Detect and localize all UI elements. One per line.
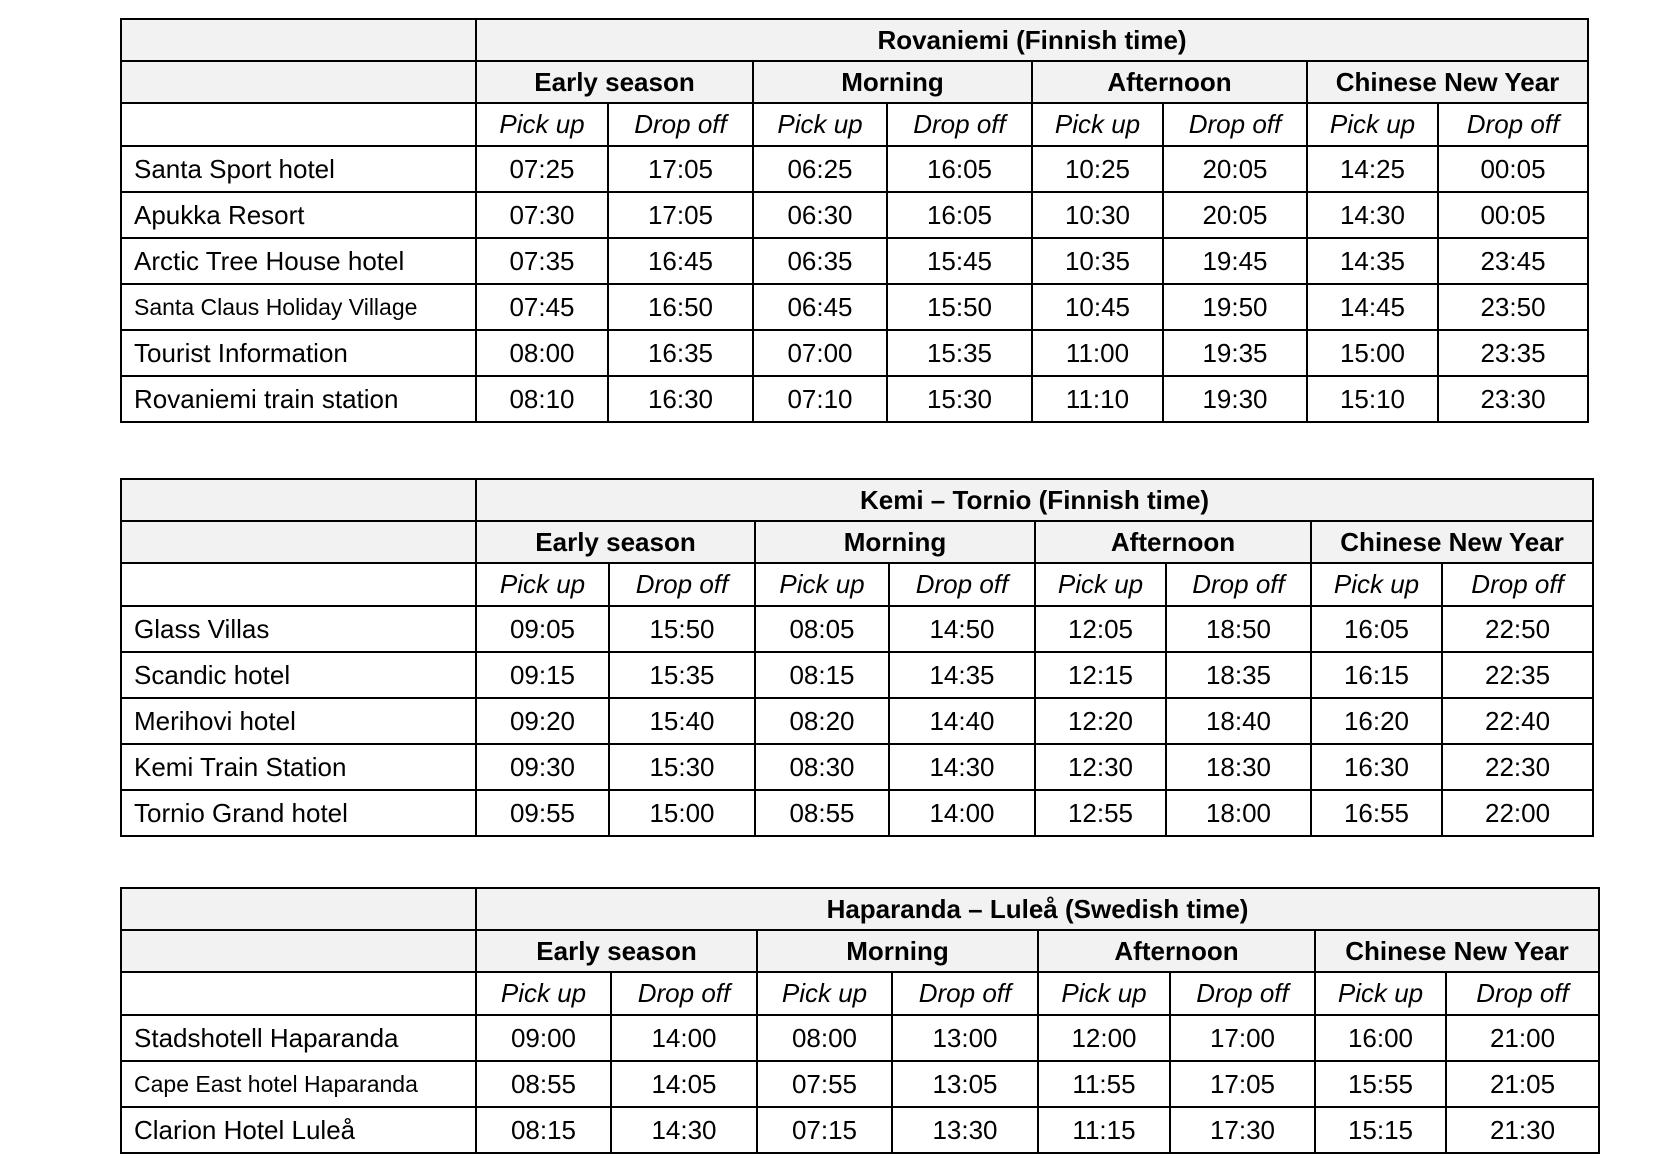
location-cell: Rovaniemi train station <box>121 376 476 422</box>
subheader-cell: Drop off <box>1166 563 1311 606</box>
time-cell: 08:55 <box>476 1061 611 1107</box>
time-cell: 16:00 <box>1315 1015 1446 1061</box>
time-cell: 15:15 <box>1315 1107 1446 1153</box>
time-cell: 15:30 <box>887 376 1032 422</box>
table-row <box>121 330 1588 376</box>
time-cell: 10:30 <box>1032 192 1163 238</box>
subheader-cell: Pick up <box>476 103 608 146</box>
time-cell: 14:25 <box>1307 146 1438 192</box>
subheader-cell: Drop off <box>1163 103 1307 146</box>
corner-cell <box>121 930 476 972</box>
time-cell: 11:15 <box>1038 1107 1170 1153</box>
time-cell: 12:15 <box>1035 652 1166 698</box>
time-cell: 09:55 <box>476 790 609 836</box>
time-cell: 15:35 <box>609 652 755 698</box>
location-cell: Merihovi hotel <box>121 698 476 744</box>
time-cell: 06:25 <box>753 146 887 192</box>
subheader-cell: Pick up <box>1035 563 1166 606</box>
time-cell: 09:30 <box>476 744 609 790</box>
time-cell: 09:00 <box>476 1015 611 1061</box>
time-cell: 16:15 <box>1311 652 1442 698</box>
time-cell: 12:20 <box>1035 698 1166 744</box>
time-cell: 07:25 <box>476 146 608 192</box>
time-cell: 18:30 <box>1166 744 1311 790</box>
time-cell: 09:20 <box>476 698 609 744</box>
location-cell: Cape East hotel Haparanda <box>121 1061 476 1107</box>
subheader-cell: Pick up <box>753 103 887 146</box>
subheader-cell: Pick up <box>1315 972 1446 1015</box>
time-cell: 12:55 <box>1035 790 1166 836</box>
time-cell: 08:00 <box>476 330 608 376</box>
subheader-cell: Pick up <box>755 563 889 606</box>
time-cell: 21:00 <box>1446 1015 1599 1061</box>
time-cell: 14:00 <box>889 790 1035 836</box>
time-cell: 13:00 <box>892 1015 1038 1061</box>
table-row <box>121 744 1593 790</box>
period-header: Early season <box>476 930 757 972</box>
location-cell: Scandic hotel <box>121 652 476 698</box>
time-cell: 18:00 <box>1166 790 1311 836</box>
corner-cell <box>121 103 476 146</box>
table-row <box>121 284 1588 330</box>
table-row <box>121 192 1588 238</box>
time-cell: 08:15 <box>476 1107 611 1153</box>
time-cell: 12:30 <box>1035 744 1166 790</box>
corner-cell <box>121 61 476 103</box>
location-cell: Apukka Resort <box>121 192 476 238</box>
table-row <box>121 698 1593 744</box>
table-row <box>121 1061 1599 1107</box>
subheader-cell: Pick up <box>1311 563 1442 606</box>
time-cell: 13:30 <box>892 1107 1038 1153</box>
time-cell: 07:45 <box>476 284 608 330</box>
time-cell: 14:45 <box>1307 284 1438 330</box>
time-cell: 08:15 <box>755 652 889 698</box>
time-cell: 16:20 <box>1311 698 1442 744</box>
corner-cell <box>121 563 476 606</box>
location-cell: Tornio Grand hotel <box>121 790 476 836</box>
time-cell: 11:55 <box>1038 1061 1170 1107</box>
time-cell: 15:50 <box>887 284 1032 330</box>
subheader-cell: Drop off <box>608 103 753 146</box>
period-header: Morning <box>757 930 1038 972</box>
time-cell: 20:05 <box>1163 192 1307 238</box>
time-cell: 22:50 <box>1442 606 1593 652</box>
subheader-cell: Drop off <box>889 563 1035 606</box>
table-row <box>121 376 1588 422</box>
schedule-table-haparanda-lulea <box>120 887 1600 1154</box>
time-cell: 07:10 <box>753 376 887 422</box>
time-cell: 17:05 <box>608 192 753 238</box>
time-cell: 08:05 <box>755 606 889 652</box>
period-header: Afternoon <box>1035 521 1311 563</box>
time-cell: 16:55 <box>1311 790 1442 836</box>
corner-cell <box>121 888 476 930</box>
time-cell: 16:30 <box>608 376 753 422</box>
schedule-table-kemi-tornio <box>120 478 1594 837</box>
time-cell: 15:00 <box>609 790 755 836</box>
subheader-cell: Pick up <box>1032 103 1163 146</box>
time-cell: 07:30 <box>476 192 608 238</box>
subheader-cell: Drop off <box>609 563 755 606</box>
table-row <box>121 606 1593 652</box>
time-cell: 15:40 <box>609 698 755 744</box>
period-header: Morning <box>753 61 1032 103</box>
table-title: Kemi – Tornio (Finnish time) <box>476 479 1593 521</box>
time-cell: 07:35 <box>476 238 608 284</box>
time-cell: 10:25 <box>1032 146 1163 192</box>
time-cell: 19:30 <box>1163 376 1307 422</box>
period-header: Chinese New Year <box>1315 930 1599 972</box>
time-cell: 12:05 <box>1035 606 1166 652</box>
time-cell: 16:05 <box>887 146 1032 192</box>
period-header: Chinese New Year <box>1311 521 1593 563</box>
time-cell: 20:05 <box>1163 146 1307 192</box>
time-cell: 17:30 <box>1170 1107 1315 1153</box>
time-cell: 14:30 <box>611 1107 757 1153</box>
time-cell: 23:30 <box>1438 376 1588 422</box>
table-row <box>121 790 1593 836</box>
time-cell: 10:35 <box>1032 238 1163 284</box>
time-cell: 08:20 <box>755 698 889 744</box>
time-cell: 06:45 <box>753 284 887 330</box>
time-cell: 00:05 <box>1438 146 1588 192</box>
time-cell: 15:55 <box>1315 1061 1446 1107</box>
time-cell: 07:00 <box>753 330 887 376</box>
time-cell: 14:05 <box>611 1061 757 1107</box>
time-cell: 22:40 <box>1442 698 1593 744</box>
corner-cell <box>121 521 476 563</box>
corner-cell <box>121 479 476 521</box>
time-cell: 22:35 <box>1442 652 1593 698</box>
subheader-cell: Pick up <box>476 972 611 1015</box>
time-cell: 14:30 <box>1307 192 1438 238</box>
time-cell: 16:45 <box>608 238 753 284</box>
time-cell: 15:45 <box>887 238 1032 284</box>
table-title: Haparanda – Luleå (Swedish time) <box>476 888 1599 930</box>
subheader-cell: Drop off <box>1438 103 1588 146</box>
time-cell: 23:50 <box>1438 284 1588 330</box>
time-cell: 16:35 <box>608 330 753 376</box>
corner-cell <box>121 19 476 61</box>
location-cell: Kemi Train Station <box>121 744 476 790</box>
time-cell: 09:05 <box>476 606 609 652</box>
time-cell: 07:55 <box>757 1061 892 1107</box>
period-header: Afternoon <box>1038 930 1315 972</box>
time-cell: 22:00 <box>1442 790 1593 836</box>
time-cell: 15:50 <box>609 606 755 652</box>
time-cell: 14:35 <box>1307 238 1438 284</box>
time-cell: 21:05 <box>1446 1061 1599 1107</box>
location-cell: Glass Villas <box>121 606 476 652</box>
subheader-cell: Pick up <box>476 563 609 606</box>
time-cell: 15:35 <box>887 330 1032 376</box>
time-cell: 14:35 <box>889 652 1035 698</box>
time-cell: 16:30 <box>1311 744 1442 790</box>
table-row <box>121 1015 1599 1061</box>
time-cell: 18:50 <box>1166 606 1311 652</box>
time-cell: 16:50 <box>608 284 753 330</box>
subheader-cell: Pick up <box>757 972 892 1015</box>
table-title: Rovaniemi (Finnish time) <box>476 19 1588 61</box>
time-cell: 12:00 <box>1038 1015 1170 1061</box>
subheader-cell: Drop off <box>887 103 1032 146</box>
table-row <box>121 146 1588 192</box>
time-cell: 06:35 <box>753 238 887 284</box>
period-header: Chinese New Year <box>1307 61 1588 103</box>
time-cell: 17:05 <box>1170 1061 1315 1107</box>
time-cell: 15:30 <box>609 744 755 790</box>
subheader-cell: Drop off <box>892 972 1038 1015</box>
time-cell: 18:40 <box>1166 698 1311 744</box>
location-cell: Stadshotell Haparanda <box>121 1015 476 1061</box>
location-cell: Santa Claus Holiday Village <box>121 284 476 330</box>
corner-cell <box>121 972 476 1015</box>
time-cell: 00:05 <box>1438 192 1588 238</box>
time-cell: 17:05 <box>608 146 753 192</box>
subheader-cell: Pick up <box>1038 972 1170 1015</box>
time-cell: 09:15 <box>476 652 609 698</box>
location-cell: Santa Sport hotel <box>121 146 476 192</box>
time-cell: 10:45 <box>1032 284 1163 330</box>
time-cell: 08:00 <box>757 1015 892 1061</box>
time-cell: 11:10 <box>1032 376 1163 422</box>
time-cell: 19:50 <box>1163 284 1307 330</box>
time-cell: 21:30 <box>1446 1107 1599 1153</box>
location-cell: Tourist Information <box>121 330 476 376</box>
time-cell: 14:50 <box>889 606 1035 652</box>
time-cell: 14:40 <box>889 698 1035 744</box>
schedule-table-rovaniemi <box>120 18 1589 423</box>
period-header: Early season <box>476 61 753 103</box>
period-header: Afternoon <box>1032 61 1307 103</box>
time-cell: 11:00 <box>1032 330 1163 376</box>
time-cell: 07:15 <box>757 1107 892 1153</box>
table-row <box>121 652 1593 698</box>
period-header: Early season <box>476 521 755 563</box>
table-row <box>121 1107 1599 1153</box>
time-cell: 22:30 <box>1442 744 1593 790</box>
time-cell: 15:10 <box>1307 376 1438 422</box>
time-cell: 08:10 <box>476 376 608 422</box>
time-cell: 16:05 <box>887 192 1032 238</box>
location-cell: Arctic Tree House hotel <box>121 238 476 284</box>
time-cell: 18:35 <box>1166 652 1311 698</box>
subheader-cell: Drop off <box>1442 563 1593 606</box>
time-cell: 23:35 <box>1438 330 1588 376</box>
time-cell: 15:00 <box>1307 330 1438 376</box>
time-cell: 16:05 <box>1311 606 1442 652</box>
subheader-cell: Drop off <box>611 972 757 1015</box>
time-cell: 06:30 <box>753 192 887 238</box>
time-cell: 23:45 <box>1438 238 1588 284</box>
location-cell: Clarion Hotel Luleå <box>121 1107 476 1153</box>
time-cell: 19:35 <box>1163 330 1307 376</box>
subheader-cell: Pick up <box>1307 103 1438 146</box>
time-cell: 08:30 <box>755 744 889 790</box>
time-cell: 14:00 <box>611 1015 757 1061</box>
period-header: Morning <box>755 521 1035 563</box>
subheader-cell: Drop off <box>1170 972 1315 1015</box>
table-row <box>121 238 1588 284</box>
time-cell: 14:30 <box>889 744 1035 790</box>
subheader-cell: Drop off <box>1446 972 1599 1015</box>
time-cell: 13:05 <box>892 1061 1038 1107</box>
time-cell: 19:45 <box>1163 238 1307 284</box>
time-cell: 08:55 <box>755 790 889 836</box>
time-cell: 17:00 <box>1170 1015 1315 1061</box>
